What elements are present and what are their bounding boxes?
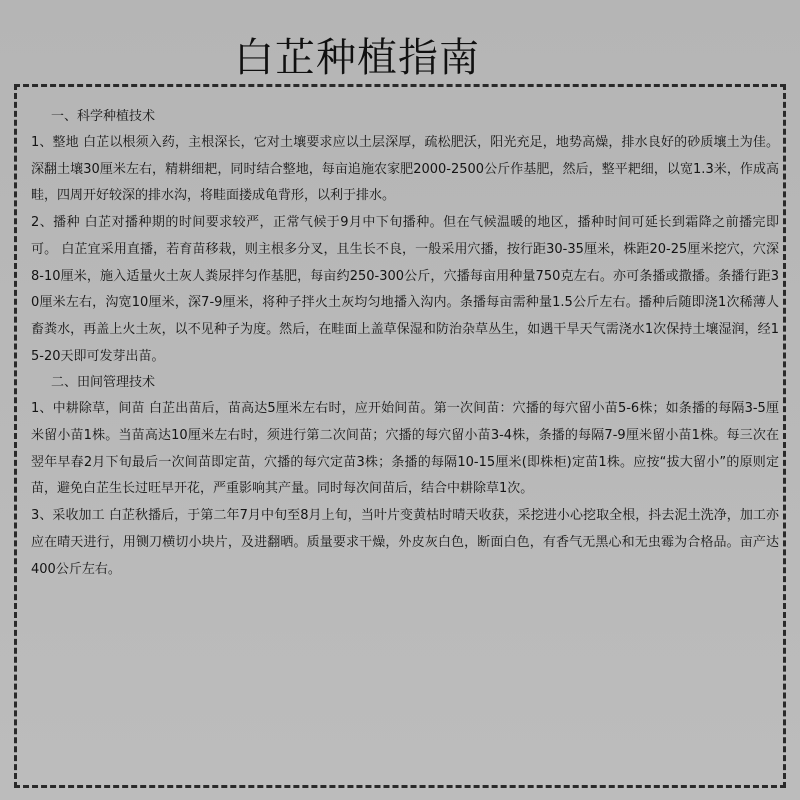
paragraph-harvest-processing: 3、采收加工 白芷秋播后，于第二年7月中旬至8月上旬，当叶片变黄枯时晴天收获，采挖进小心挖取全根，抖去泥土洗净，加工亦应在晴天进行，用铡刀横切小块片，及进翻晒。质量要求干燥，外皮灰白色，断面白色，有香气无黑心和无虫霉为合格品。亩产达400公斤左右。 [31,508,779,577]
section-heading-planting: 一、科学种植技术 [51,109,156,124]
paragraph-land-preparation: 1、整地 白芷以根须入药，主根深长，它对土壤要求应以土层深厚，疏松肥沃，阳光充足，地势高燥，排水良好的砂质壤土为佳。深翻土壤30厘米左右，精耕细耙，同时结合整地，每亩追施农家肥2000-2500公斤作基肥，然后，整平耙细，以宽1.3米，作成高畦，四周开好较深的排水沟，将畦面搂成龟背形，以利于排水。 [31,135,779,204]
content-frame [14,84,786,788]
paragraph-sowing: 2、播种 白芷对播种期的时间要求较严，正常气候于9月中下旬播种。但在气候温暖的地区，播种时间可延长到霜降之前播完即可。 白芷宜采用直播，若育苗移栽，则主根多分叉，且生长不良，一般采用穴播，按行距30-35厘米，株距20-25厘米挖穴，穴深8-10厘米，施入适量火土灰人粪尿拌匀作基肥，每亩约250-300公斤，穴播每亩用种量750克左右。亦可条播或撒播。条播行距30厘米左右，沟宽10厘米，深7-9厘米，将种子拌火土灰均匀地播入沟内。条播每亩需种量1.5公斤左右。播种后随即浇1次稀薄人畜粪水，再盖上火土灰，以不见种子为度。然后，在畦面上盖草保湿和防治杂草丛生，如遇干旱天气需浇水1次保持土壤湿润，经15-20天即可发芽出苗。 [31,215,779,364]
page-title: 白芷种植指南 [234,34,480,81]
article-body [31,104,779,583]
section-heading-field-management: 二、田间管理技术 [51,375,156,391]
paragraph-weeding-thinning: 1、中耕除草，间苗 白芷出苗后，苗高达5厘米左右时，应开始间苗。第一次间苗：穴播的每穴留小苗5-6株；如条播的每隔3-5厘米留小苗1株。当苗高达10厘米左右时，须进行第二次间苗；穴播的每穴留小苗3-4株，条播的每隔7-9厘米留小苗1株。每三次在翌年早春2月下旬最后一次间苗即定苗，穴播的每穴定苗3株；条播的每隔10-15厘米(即株柜)定苗1株。应按“拔大留小”的原则定苗，避免白芷生长过旺早开花，严重影响其产量。同时每次间苗后，结合中耕除草1次。 [31,401,779,497]
